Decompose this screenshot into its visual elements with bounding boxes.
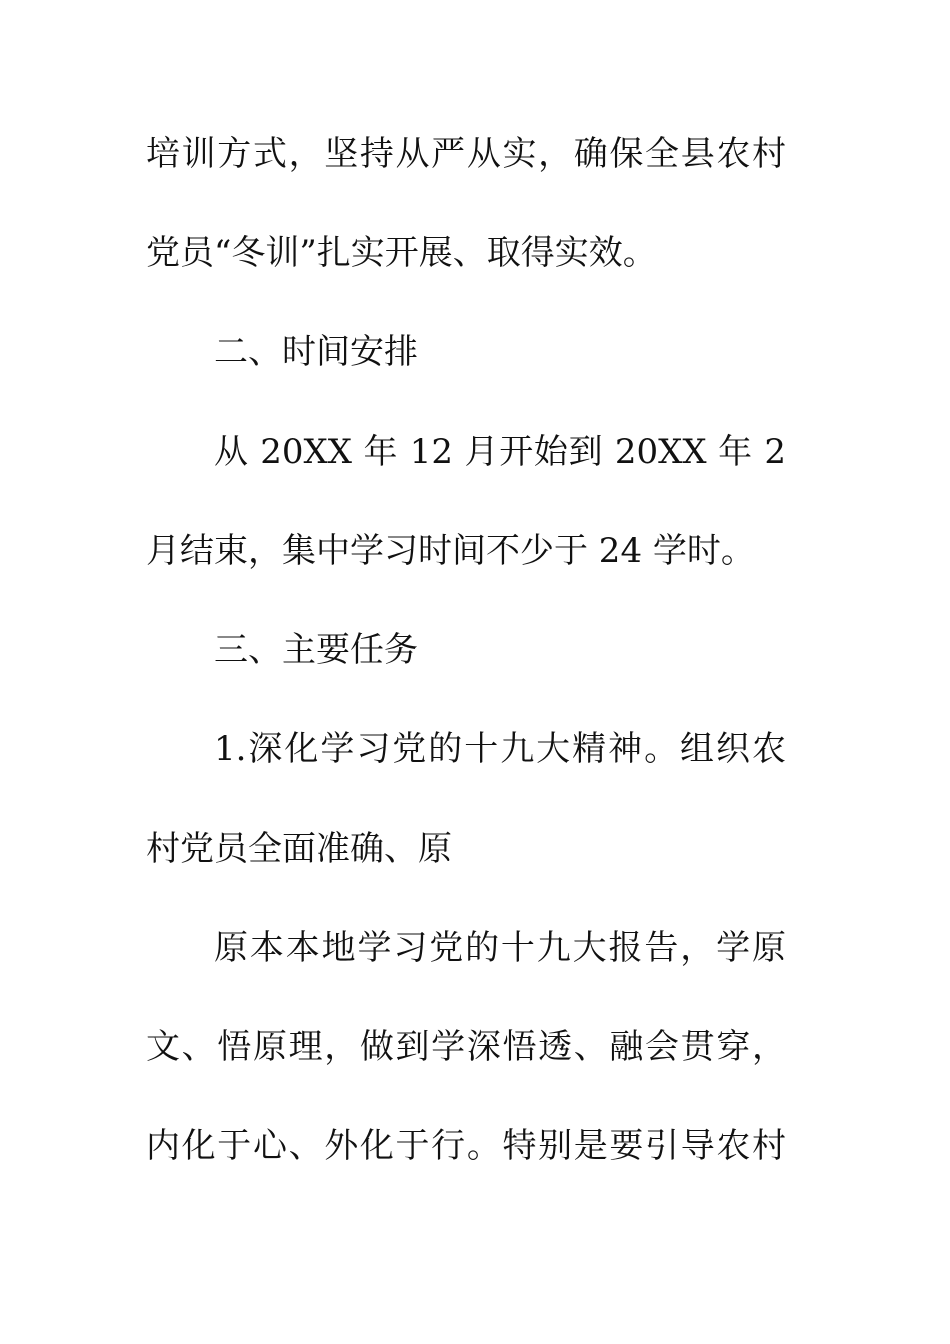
paragraph-line: 村党员全面准确、原 — [146, 829, 452, 869]
paragraph-line: 培训方式，坚持从严从实，确保全县农村 — [146, 134, 786, 174]
paragraph-line: 月结束，集中学习时间不少于 24 学时。 — [146, 531, 755, 571]
paragraph-line: 从 20XX 年 12 月开始到 20XX 年 2 — [214, 432, 786, 472]
paragraph-line: 党员“冬训”扎实开展、取得实效。 — [146, 233, 657, 273]
section-heading: 三、主要任务 — [214, 630, 418, 670]
paragraph-line: 内化于心、外化于行。特别是要引导农村 — [146, 1126, 786, 1166]
paragraph-line: 文、悟原理，做到学深悟透、融会贯穿， — [146, 1027, 786, 1067]
paragraph-line: 1.深化学习党的十九大精神。组织农 — [214, 729, 786, 769]
section-heading: 二、时间安排 — [214, 332, 418, 372]
paragraph-line: 原本本地学习党的十九大报告，学原 — [214, 928, 786, 968]
